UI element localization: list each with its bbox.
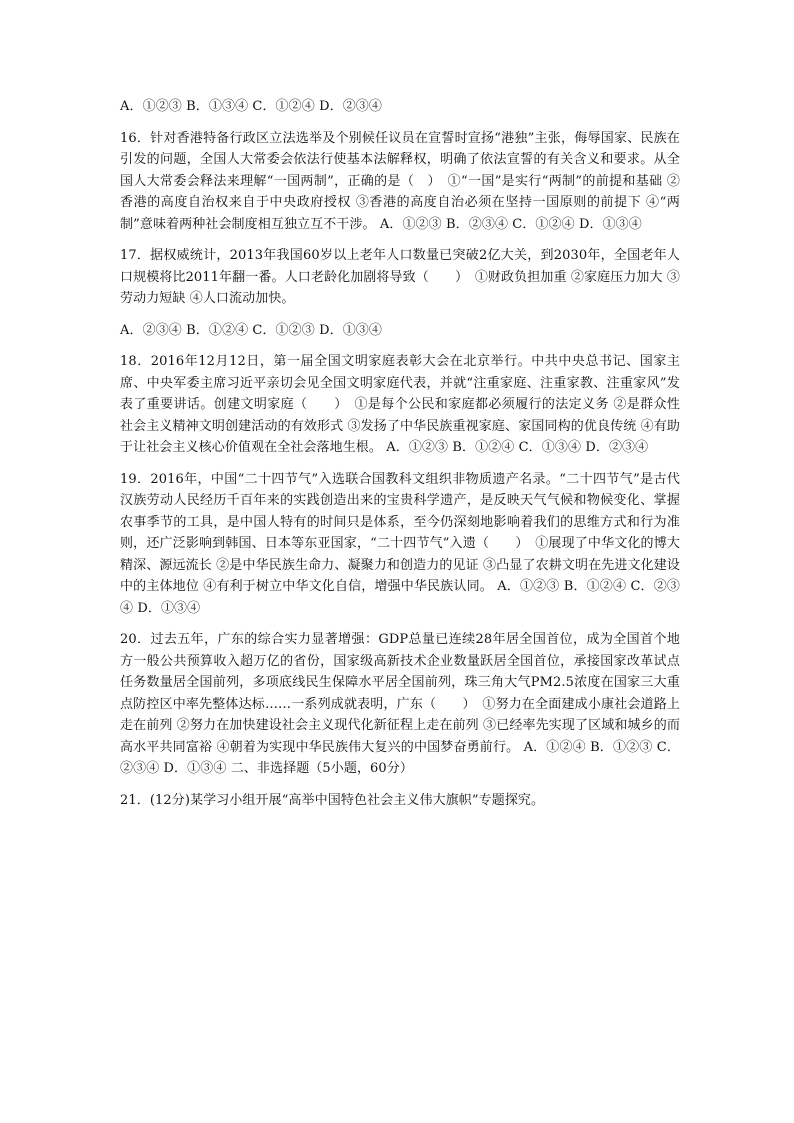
answer-options-15: A．①②③ B．①③④ C．①②④ D．②③④	[120, 99, 383, 114]
question-19: 19．2016年，中国“二十四节气”入选联合国教科文组织非物质遗产名录。“二十四节气”是古代汉族劳动人民经历千百年来的实践创造出来的宝贵科学遗产，是反映天气气候和物候变化、掌握农事季节的工具，是中国人特有的时间只是体系，至今仍深刻地影响着我们的思维方式和行为准则，还广泛影响到韩国、日本等东亚国家，“二十四节气”入遗（ ） ①展现了中华文化的博大精深、源远流长 ②是中华民族生命力、凝聚力和创造力的见证 ③凸显了农耕文明在先进文化建设中的主体地位 ④有利于树立中华文化自信，增强中华民族认同。 A．①②③ B．①②④ C．②③④ D．①③④	[120, 471, 680, 616]
question-21: 21．(12分)某学习小组开展“高举中国特色社会主义伟大旗帜”专题探究。	[120, 792, 545, 808]
question-17: 17．据权威统计，2013年我国60岁以上老年人口数量已突破2亿大关，到2030年，全国老年人口规模将比2011年翻一番。人口老龄化加剧将导致（ ） ①财政负担加重 ②家庭压力加大 ③劳动力短缺 ④人口流动加快。	[120, 248, 680, 306]
answer-options-17: A．②③④ B．①②④ C．①②③ D．①③④	[120, 322, 383, 338]
question-20: 20．过去五年，广东的综合实力显著增强：GDP总量已连续28年居全国首位，成为全国首个地方一般公共预算收入超万亿的省份，国家级高新技术企业数量跃居全国首位，承接国家改革试点任务数量居全国前列，多项底线民生保障水平居全国前列，珠三角大气PM2.5浓度在国家三大重点防控区中率先整体达标……一系列成就表明，广东（ ） ①努力在全面建成小康社会道路上走在前列 ②努力在加快建设社会主义现代化新征程上走在前列 ③已经率先实现了区域和城乡的而高水平共同富裕 ④朝着为实现中华民族伟大复兴的中国梦奋勇前行。 A．①②④ B．①②③ C．②③④ D．①③④ 二、非选择题（5小题，60分）	[120, 632, 680, 776]
document-body	[120, 96, 680, 821]
question-18: 18．2016年12月12日，第一届全国文明家庭表彰大会在北京举行。中共中央总书记、国家主席、中央军委主席习近平亲切会见全国文明家庭代表，并就“注重家庭、注重家教、注重家风”发表了重要讲话。创建文明家庭（ ） ①是每个公民和家庭都必须履行的法定义务 ②是群众性社会主义精神文明创建活动的有效形式 ③发扬了中华民族重视家庭、家国同构的优良传统 ④有助于让社会主义核心价值观在全社会落地生根。 A．①②③ B．①②④ C．①③④ D．②③④	[120, 354, 680, 455]
question-16: 16．针对香港特备行政区立法选举及个别候任议员在宣誓时宣扬“港独”主张，侮辱国家、民族在引发的问题，全国人大常委会依法行使基本法解释权，明确了依法宣誓的有关含义和要求。从全国人大常委会释法来理解“一国两制”，正确的是（ ） ①“一国”是实行“两制”的前提和基础 ②香港的高度自治权来自于中央政府授权 ③香港的高度自治必须在坚持一国原则的前提下 ④“两制”意味着两种社会制度相互独立互不干涉。 A．①②③ B．②③④ C．①②④ D．①③④	[120, 130, 680, 232]
